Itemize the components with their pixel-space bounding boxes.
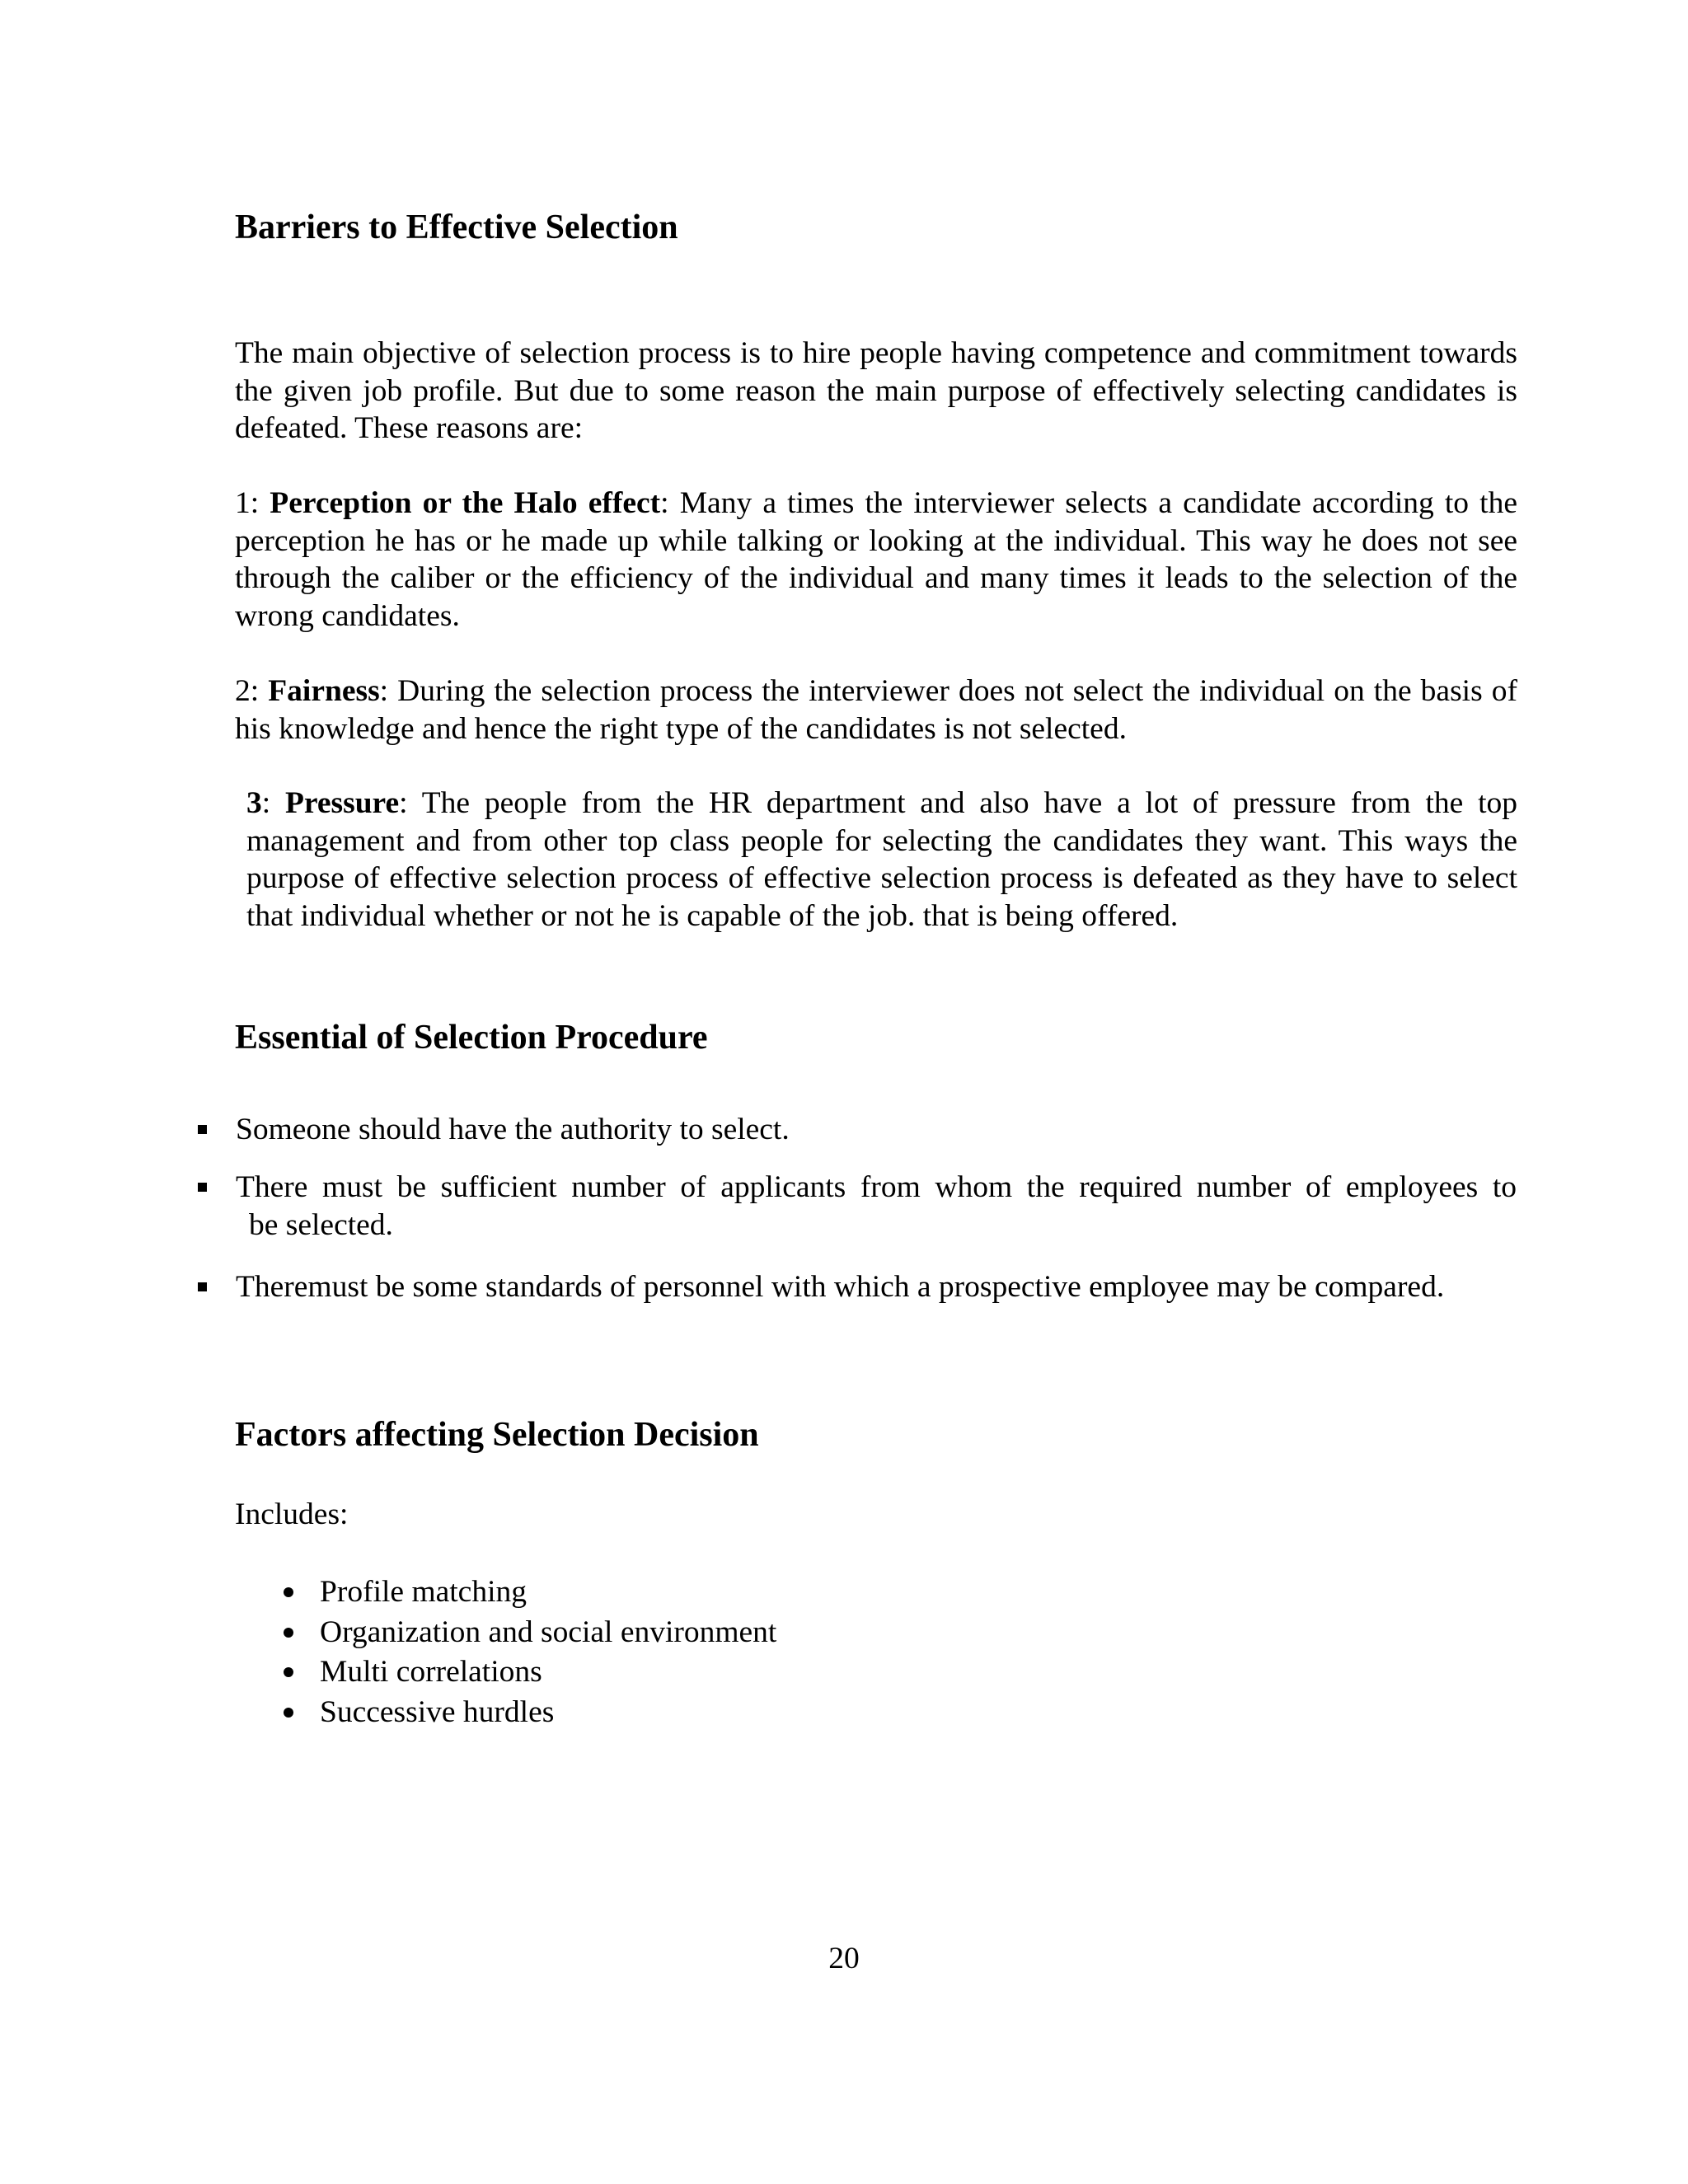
barrier-item-3: 3: Pressure: The people from the HR department and also have a lot of pressure from the top management and from other top class people for selecting the candidates they want. This ways the purpose of effective selection process of effective selection process is defeated as they have to select that individual whether or not he is capable of the job. that is being offered. bbox=[246, 786, 1517, 933]
bullet-dot-icon bbox=[284, 1628, 293, 1638]
factors-list-item bbox=[284, 1693, 776, 1733]
bullet-dot-icon bbox=[284, 1708, 293, 1718]
page-number: 20 bbox=[828, 1942, 860, 1975]
bullet-dot-icon bbox=[284, 1587, 293, 1597]
heading-essentials: Essential of Selection Procedure bbox=[235, 1019, 708, 1057]
barrier-item-1-text: : Many a times the interviewer selects a candidate according to the perception he has or he made up while talking or looking at the individual. This way he does not see through the caliber or the efficiency of the individual and many times it leads to the selection of the wrong candidates. bbox=[235, 486, 1517, 633]
barrier-item-2-number: 2 bbox=[235, 674, 251, 708]
factors-list-item bbox=[284, 1572, 776, 1613]
essentials-bullet-3 bbox=[198, 1268, 1517, 1306]
essentials-bullet-1-text: Someone should have the authority to select. bbox=[236, 1113, 790, 1146]
factors-list-item-text: Multi correlations bbox=[320, 1655, 542, 1689]
essentials-bullet-2-text bbox=[236, 1169, 1517, 1244]
essentials-bullet-3-text: Theremust be some standards of personnel with which a prospective employee may be compared. bbox=[236, 1270, 1445, 1304]
essentials-bullet-2 bbox=[198, 1169, 1517, 1244]
barrier-item-1-number: 1 bbox=[235, 486, 251, 520]
barrier-item-2: 2: Fairness: During the selection process the interviewer does not select the individual on the basis of his knowledge and hence the right type of the candidates is not selected. bbox=[235, 674, 1517, 746]
square-bullet-icon bbox=[198, 1125, 207, 1134]
factors-intro: Includes: bbox=[235, 1497, 349, 1531]
barrier-item-3-text: : The people from the HR department and also have a lot of pressure from the top management and from other top class people for selecting the candidates they want. This ways the purpose of effective selection process of effective selection process is defeated as they have to select that individual whether or not he is capable of the job. that is being offered. bbox=[246, 786, 1517, 933]
essentials-bullet-2-line-2: be selected. bbox=[249, 1207, 393, 1242]
barrier-item-3-number: 3 bbox=[246, 786, 262, 820]
essentials-bullet-1 bbox=[198, 1111, 1517, 1149]
barrier-item-1-term: Perception or the Halo effect bbox=[270, 486, 661, 520]
factors-list-item-text: Successive hurdles bbox=[320, 1694, 555, 1729]
square-bullet-icon bbox=[198, 1183, 207, 1192]
square-bullet-icon bbox=[198, 1282, 207, 1291]
factors-list-item-text: Organization and social environment bbox=[320, 1615, 777, 1649]
factors-list-item-text: Profile matching bbox=[320, 1575, 527, 1609]
barrier-item-2-term: Fairness bbox=[268, 674, 380, 708]
factors-list-item bbox=[284, 1613, 776, 1653]
factors-list bbox=[284, 1572, 776, 1732]
bullet-dot-icon bbox=[284, 1667, 293, 1677]
essentials-bullet-2-line-1: There must be sufficient number of applicants from whom the required number of employees to bbox=[236, 1170, 1517, 1204]
heading-barriers: Barriers to Effective Selection bbox=[235, 209, 678, 246]
heading-factors: Factors affecting Selection Decision bbox=[235, 1416, 759, 1454]
barrier-item-3-term: Pressure bbox=[284, 786, 400, 820]
barrier-item-2-text: : During the selection process the interviewer does not select the individual on the basis of his knowledge and hence the right type of the candidates is not selected. bbox=[235, 674, 1517, 746]
barrier-item-1: 1: Perception or the Halo effect: Many a times the interviewer selects a candidate according to the perception he has or he made up while talking or looking at the individual. This way he does not see through the caliber or the efficiency of the individual and many times it leads to the selection of the wrong candidates. bbox=[235, 486, 1517, 633]
factors-list-item bbox=[284, 1652, 776, 1693]
barriers-intro-paragraph: The main objective of selection process is to hire people having competence and commitment towards the given job profile. But due to some reason the main purpose of effectively selecting candidates is defeated. These reasons are: bbox=[235, 336, 1517, 445]
